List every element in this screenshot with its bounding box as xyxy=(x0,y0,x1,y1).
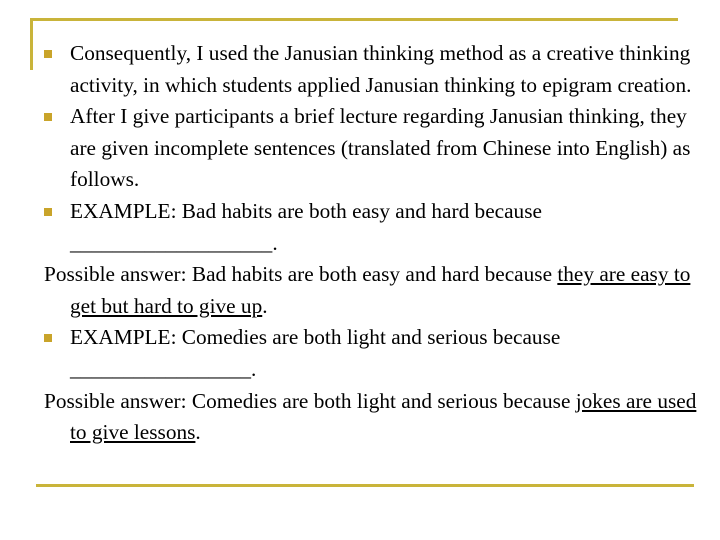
answer-suffix: . xyxy=(262,293,268,318)
bullet-item xyxy=(44,38,704,101)
answer-suffix: . xyxy=(195,420,201,445)
possible-answer xyxy=(44,386,704,449)
answer-underlined: jokes are used to give lessons xyxy=(70,388,697,445)
bullet-item xyxy=(44,322,704,385)
bullet-text: EXAMPLE: Comedies are both light and serious because _________________. xyxy=(70,325,561,381)
answer-prefix: Possible answer: Bad habits are both easy and hard because xyxy=(44,262,558,287)
answer-prefix: Possible answer: Comedies are both light and serious because xyxy=(44,388,576,413)
frame-bottom-line xyxy=(36,484,694,487)
bullet-item xyxy=(44,196,704,259)
square-bullet-icon xyxy=(44,50,52,58)
answer-underlined: they are easy to get but hard to give up xyxy=(70,262,691,318)
frame-top-line xyxy=(30,18,678,21)
bullet-text: Consequently, I used the Janusian thinking method as a creative thinking activity, in which students applied Janusian thinking to epigram creation. xyxy=(70,41,692,97)
bullet-item xyxy=(44,101,704,196)
frame-left-line xyxy=(30,18,33,70)
bullet-text: EXAMPLE: Bad habits are both easy and hard because ___________________. xyxy=(70,198,542,255)
square-bullet-icon xyxy=(44,113,52,121)
square-bullet-icon xyxy=(44,334,52,342)
bullet-text: After I give participants a brief lecture regarding Janusian thinking, they are given incomplete sentences (translated from Chinese into English) as follows. xyxy=(70,104,691,192)
square-bullet-icon xyxy=(44,208,52,216)
possible-answer xyxy=(44,259,704,322)
slide-body xyxy=(44,38,704,449)
